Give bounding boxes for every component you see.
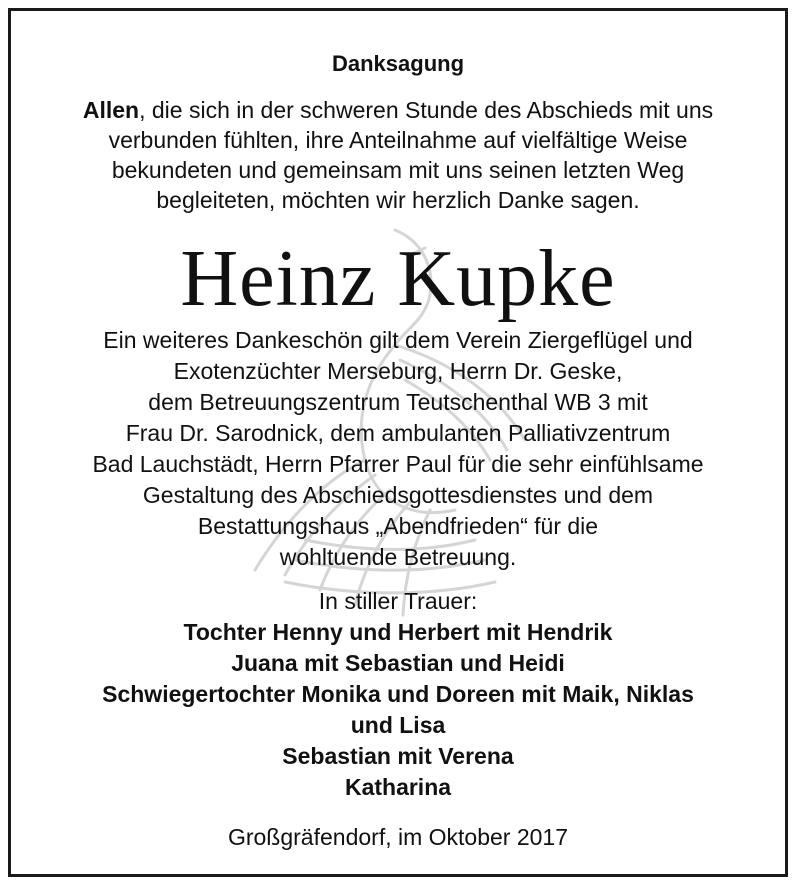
relatives-list [11, 617, 785, 803]
intro-line-2: verbunden fühlten, ihre Anteilnahme auf vielfältige Weise [108, 127, 688, 153]
thanks-line: dem Betreuungszentrum Teutschenthal WB 3 mit [148, 389, 648, 415]
relative-line: Schwiegertochter Monika und Doreen mit Maik, Niklas [102, 681, 694, 707]
thanks-line: Ein weiteres Dankeschön gilt dem Verein Ziergeflügel und [103, 327, 693, 353]
deceased-name: Heinz Kupke [180, 235, 616, 323]
relative-line: und Lisa [350, 712, 446, 738]
intro-line-3: bekundeten und gemeinsam mit uns seinen letzten Weg [111, 157, 685, 183]
intro-line-4: begleiteten, möchten wir herzlich Danke sagen. [156, 187, 640, 213]
mourning-label: In stiller Trauer: [318, 588, 478, 614]
thanks-paragraph [11, 325, 785, 573]
obituary-notice [11, 11, 785, 874]
relative-line: Juana mit Sebastian und Heidi [231, 650, 565, 676]
relative-line: Tochter Henny und Herbert mit Hendrik [183, 619, 613, 645]
intro-paragraph [11, 95, 785, 215]
place-and-date: Großgräfendorf, im Oktober 2017 [227, 824, 569, 850]
intro-first-word: Allen [82, 97, 140, 123]
notice-heading: Danksagung [331, 51, 465, 76]
intro-line-1-rest: , die sich in der schweren Stunde des Abschieds mit uns [139, 97, 714, 123]
thanks-line: wohltuende Betreuung. [279, 544, 517, 570]
intro-line-1 [11, 95, 785, 125]
thanks-line: Bad Lauchstädt, Herrn Pfarrer Paul für die sehr einfühlsame [92, 451, 704, 477]
thanks-line: Bestattungshaus „Abendfrieden“ für die [197, 513, 599, 539]
thanks-line: Frau Dr. Sarodnick, dem ambulanten Palliativzentrum [125, 420, 671, 446]
thanks-line: Exotenzüchter Merseburg, Herrn Dr. Geske, [173, 358, 623, 384]
relative-line: Katharina [344, 774, 452, 800]
thanks-line: Gestaltung des Abschiedsgottesdienstes und dem [142, 482, 654, 508]
relative-line: Sebastian mit Verena [282, 743, 514, 769]
